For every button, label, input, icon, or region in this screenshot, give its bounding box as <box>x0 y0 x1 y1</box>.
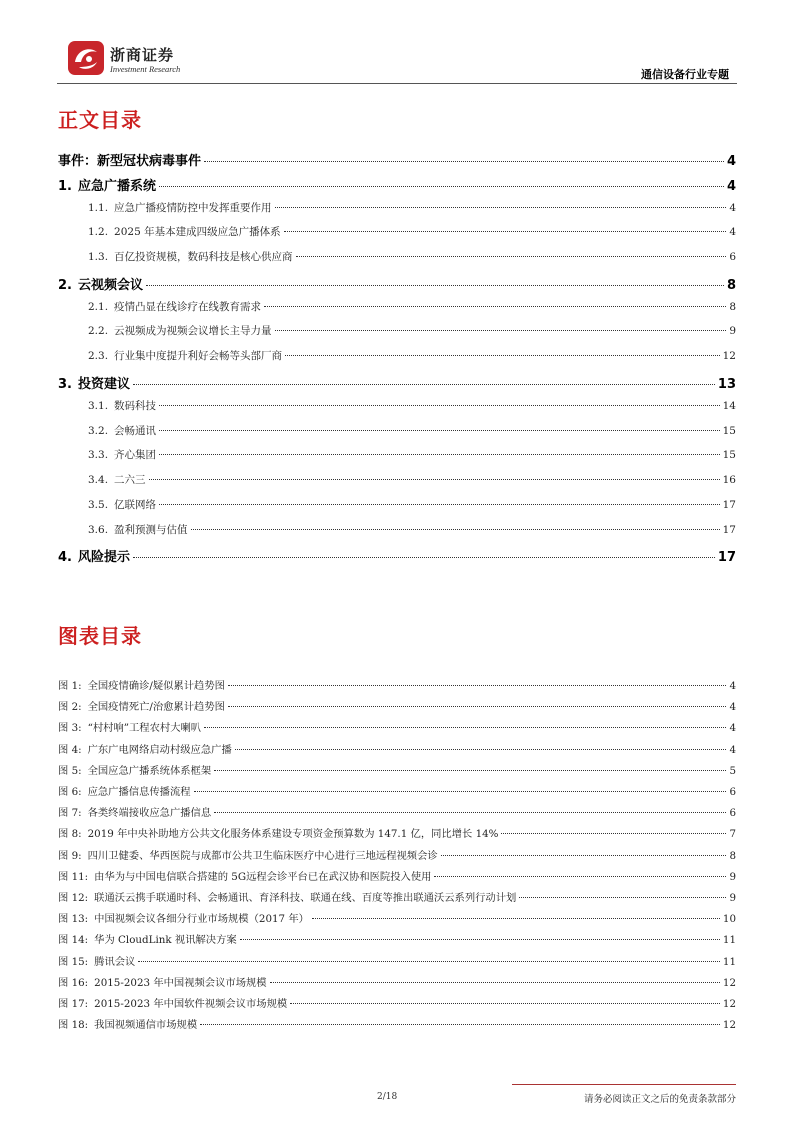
figure-entry[interactable] <box>58 677 736 692</box>
toc-entry-number: 2.1. <box>88 301 109 313</box>
toc-entry-title: 疫情凸显在线诊疗在线教育需求 <box>114 301 262 313</box>
toc-entry-number: 4. <box>58 550 72 565</box>
toc-entry-title: 云视频会议 <box>77 278 143 293</box>
toc-entry-page: 14 <box>722 400 736 412</box>
toc-entry-title: 会畅通讯 <box>114 425 157 437</box>
figure-entry[interactable] <box>58 868 736 883</box>
figure-entry-number: 图 13: <box>58 913 89 926</box>
figure-entry-page: 4 <box>729 680 736 692</box>
figure-entry-number: 图 11: <box>58 870 89 883</box>
figure-leader-dots <box>434 876 726 877</box>
toc-entry-title: 二六三 <box>114 474 146 486</box>
toc-entry[interactable] <box>58 373 736 392</box>
toc-entry[interactable] <box>58 274 736 293</box>
toc-entry-title: 风险提示 <box>77 550 130 565</box>
toc-leader-dots <box>284 231 727 232</box>
toc-leader-dots <box>191 529 720 530</box>
toc-entry[interactable] <box>88 522 736 537</box>
figure-entry[interactable] <box>58 698 736 713</box>
figure-entry[interactable] <box>58 825 736 840</box>
figure-leader-dots <box>270 982 720 983</box>
figure-leader-dots <box>441 855 727 856</box>
figure-entry-title: 2015-2023 年中国视频会议市场规模 <box>94 976 267 989</box>
company-name-cn: 浙商证券 <box>110 46 175 64</box>
figure-entry-page: 11 <box>722 955 736 968</box>
figure-entry-title: 2019 年中央补助地方公共文化服务体系建设专项资金预算数为 147.1 亿，同比增长 14% <box>87 828 499 841</box>
figure-entry-title: 全国疫情死亡/治愈累计趋势图 <box>87 701 225 714</box>
toc-entry-page: 8 <box>729 301 736 313</box>
toc-leader-dots <box>264 306 726 307</box>
company-logo-icon <box>67 40 105 76</box>
toc-entry[interactable] <box>88 472 736 487</box>
figure-entry[interactable] <box>58 1016 736 1031</box>
figure-leader-dots <box>235 749 727 750</box>
toc-leader-dots <box>133 384 715 385</box>
figure-entry-number: 图 8: <box>58 828 82 841</box>
figure-entry[interactable] <box>58 783 736 798</box>
toc-entry-title: 2025 年基本建成四级应急广播体系 <box>114 226 281 238</box>
figure-entry-page: 5 <box>729 764 736 777</box>
figure-entry-number: 图 9: <box>58 849 82 862</box>
figure-entry-title: 联通沃云携手联通时科、会畅通讯、育泽科技、联通在线、百度等推出联通沃云系列行动计划 <box>94 892 517 904</box>
toc-entry[interactable] <box>58 175 736 194</box>
figure-entry-title: 应急广播信息传播流程 <box>87 786 191 798</box>
figure-entry-title: 全国应急广播系统体系框架 <box>87 764 212 777</box>
toc-entry[interactable] <box>88 249 736 264</box>
figure-leader-dots <box>312 918 720 919</box>
toc-entry-number: 2. <box>58 278 72 293</box>
toc-entry[interactable] <box>88 423 736 438</box>
figure-leader-dots <box>204 727 726 728</box>
toc-title: 正文目录 <box>58 108 142 132</box>
toc-entry-number: 3.2. <box>88 425 109 437</box>
figure-entry-page: 6 <box>729 786 736 798</box>
toc-entry-page: 9 <box>729 325 736 337</box>
toc-entry[interactable] <box>58 150 736 169</box>
figure-leader-dots <box>501 833 726 834</box>
toc-entry-title: 齐心集团 <box>114 449 157 461</box>
figure-entry[interactable] <box>58 974 736 989</box>
toc-leader-dots <box>204 161 724 162</box>
figure-entry-title: 2015-2023 年中国软件视频会议市场规模 <box>94 998 288 1010</box>
company-name-en: Investment Research <box>110 64 181 74</box>
figure-entry-number: 图 1: <box>58 680 82 692</box>
toc-entry[interactable] <box>88 323 736 338</box>
figure-entry-page: 11 <box>722 934 736 947</box>
figure-entry-page: 4 <box>729 722 736 735</box>
figure-entry[interactable] <box>58 847 736 862</box>
toc-entry-page: 15 <box>722 425 736 437</box>
toc-entry-title: 行业集中度提升利好会畅等头部厂商 <box>114 350 283 362</box>
toc-entry[interactable] <box>58 546 736 565</box>
toc-entry[interactable] <box>88 224 736 239</box>
figure-entry-number: 图 6: <box>58 786 82 798</box>
toc-entry-title: 事件：新型冠状病毒事件 <box>58 154 202 169</box>
toc-entry-title: 百亿投资规模，数码科技是核心供应商 <box>114 251 293 263</box>
toc-leader-dots <box>285 355 720 356</box>
figure-entry-page: 12 <box>722 976 736 989</box>
figure-entry-title: 全国疫情确诊/疑似累计趋势图 <box>87 680 225 692</box>
figure-entry-number: 图 18: <box>58 1019 89 1032</box>
toc-entry-title: 应急广播疫情防控中发挥重要作用 <box>114 202 272 214</box>
figure-leader-dots <box>228 685 727 686</box>
toc-leader-dots <box>146 285 724 286</box>
toc-entry-number: 2.3. <box>88 350 109 362</box>
toc-entry-number: 1. <box>58 179 72 194</box>
toc-entry-number: 3.4. <box>88 474 109 486</box>
toc-entry[interactable] <box>88 200 736 215</box>
figure-entry[interactable] <box>58 910 736 925</box>
toc-entry-number: 1.1. <box>88 202 109 214</box>
report-type-label: 通信设备行业专题 <box>641 68 729 81</box>
toc-entry-page: 17 <box>722 499 736 511</box>
toc-entry-number: 1.2. <box>88 226 109 238</box>
figure-leader-dots <box>228 706 727 707</box>
figure-entry-page: 6 <box>729 807 736 820</box>
toc-leader-dots <box>159 186 724 187</box>
toc-entry-page: 4 <box>726 154 736 169</box>
figure-entry[interactable] <box>58 953 736 968</box>
toc-entry-page: 13 <box>717 377 736 392</box>
figure-leader-dots <box>519 897 726 898</box>
toc-entry-number: 3.5. <box>88 499 109 511</box>
toc-entry-number: 2.2. <box>88 325 109 337</box>
toc-leader-dots <box>159 405 720 406</box>
figure-leader-dots <box>138 961 720 962</box>
figure-leader-dots <box>240 939 720 940</box>
toc-leader-dots <box>149 479 720 480</box>
figure-entry-title: 四川卫健委、华西医院与成都市公共卫生临床医疗中心进行三地远程视频会诊 <box>87 849 438 862</box>
toc-entry-title: 云视频成为视频会议增长主导力量 <box>114 325 272 337</box>
figure-entry-page: 4 <box>729 743 736 756</box>
figure-entry[interactable] <box>58 995 736 1010</box>
toc-entry-title: 亿联网络 <box>114 499 157 511</box>
figure-entry-title: 华为 CloudLink 视讯解决方案 <box>94 934 237 947</box>
figure-list-title: 图表目录 <box>58 624 142 648</box>
toc-leader-dots <box>296 256 727 257</box>
toc-entry-page: 15 <box>722 449 736 461</box>
toc-leader-dots <box>159 430 720 431</box>
figure-entry-page: 12 <box>722 1019 736 1032</box>
figure-entry-title: “村村响”工程农村大喇叭 <box>87 722 202 735</box>
figure-entry[interactable] <box>58 889 736 904</box>
figure-leader-dots <box>200 1024 720 1025</box>
toc-entry-title: 应急广播系统 <box>77 179 156 194</box>
figure-entry-number: 图 3: <box>58 722 82 735</box>
toc-entry-title: 投资建议 <box>77 377 130 392</box>
toc-entry[interactable] <box>88 398 736 413</box>
figure-entry[interactable] <box>58 804 736 819</box>
page-header <box>57 36 737 84</box>
figure-entry-page: 8 <box>729 849 736 862</box>
figure-entry[interactable] <box>58 762 736 777</box>
figure-entry-number: 图 17: <box>58 998 89 1010</box>
toc-leader-dots <box>133 557 715 558</box>
figure-entry-page: 12 <box>722 998 736 1010</box>
figure-entry-title: 腾讯会议 <box>94 955 136 968</box>
figure-entry-title: 各类终端接收应急广播信息 <box>87 807 212 820</box>
toc-entry[interactable] <box>88 497 736 512</box>
toc-entry-title: 数码科技 <box>114 400 157 412</box>
toc-entry-page: 4 <box>729 226 736 238</box>
figure-entry-number: 图 12: <box>58 892 89 904</box>
figure-entry-page: 9 <box>729 892 736 904</box>
toc-entry-number: 3.1. <box>88 400 109 412</box>
toc-entry-number: 3. <box>58 377 72 392</box>
figure-entry-number: 图 16: <box>58 976 89 989</box>
figure-entry[interactable] <box>58 719 736 734</box>
toc-entry-page: 17 <box>722 524 736 536</box>
toc-entry-page: 17 <box>717 550 736 565</box>
figure-entry-title: 由华为与中国电信联合搭建的 5G远程会诊平台已在武汉协和医院投入使用 <box>94 870 432 883</box>
toc-entry[interactable] <box>88 447 736 462</box>
figure-entry-number: 图 2: <box>58 701 82 714</box>
toc-entry-number: 3.6. <box>88 524 109 536</box>
toc-leader-dots <box>275 207 727 208</box>
toc-entry-page: 4 <box>729 202 736 214</box>
figure-entry-number: 图 4: <box>58 743 82 756</box>
figure-entry-title: 我国视频通信市场规模 <box>94 1019 198 1032</box>
footer-divider <box>512 1084 736 1085</box>
figure-entry-page: 7 <box>729 828 736 841</box>
disclaimer-text: 请务必阅读正文之后的免责条款部分 <box>583 1094 736 1105</box>
toc-entry[interactable] <box>88 348 736 363</box>
toc-entry-number: 1.3. <box>88 251 109 263</box>
figure-entry-page: 9 <box>729 870 736 883</box>
toc-leader-dots <box>275 330 727 331</box>
toc-entry-number: 3.3. <box>88 449 109 461</box>
page-number: 2/18 <box>377 1092 398 1102</box>
figure-entry[interactable] <box>58 741 736 756</box>
toc-leader-dots <box>159 504 720 505</box>
figure-entry-number: 图 15: <box>58 955 89 968</box>
figure-entry-title: 中国视频会议各细分行业市场规模（2017 年） <box>94 913 309 926</box>
header-divider <box>57 83 737 84</box>
figure-entry-number: 图 14: <box>58 934 89 947</box>
figure-leader-dots <box>290 1003 720 1004</box>
figure-leader-dots <box>214 770 726 771</box>
toc-entry-page: 6 <box>729 251 736 263</box>
figure-leader-dots <box>194 791 727 792</box>
figure-entry[interactable] <box>58 931 736 946</box>
figure-entry-number: 图 7: <box>58 807 82 820</box>
figure-entry-page: 10 <box>722 913 736 926</box>
toc-entry-title: 盈利预测与估值 <box>114 524 188 536</box>
figure-entry-title: 广东广电网络启动村级应急广播 <box>87 743 232 756</box>
toc-entry-page: 8 <box>726 278 736 293</box>
figure-leader-dots <box>214 812 726 813</box>
toc-entry[interactable] <box>88 299 736 314</box>
toc-entry-page: 4 <box>726 179 736 194</box>
toc-leader-dots <box>159 454 720 455</box>
toc-entry-page: 16 <box>722 474 736 486</box>
toc-entry-page: 12 <box>722 350 736 362</box>
figure-entry-page: 4 <box>729 701 736 714</box>
figure-entry-number: 图 5: <box>58 764 82 777</box>
